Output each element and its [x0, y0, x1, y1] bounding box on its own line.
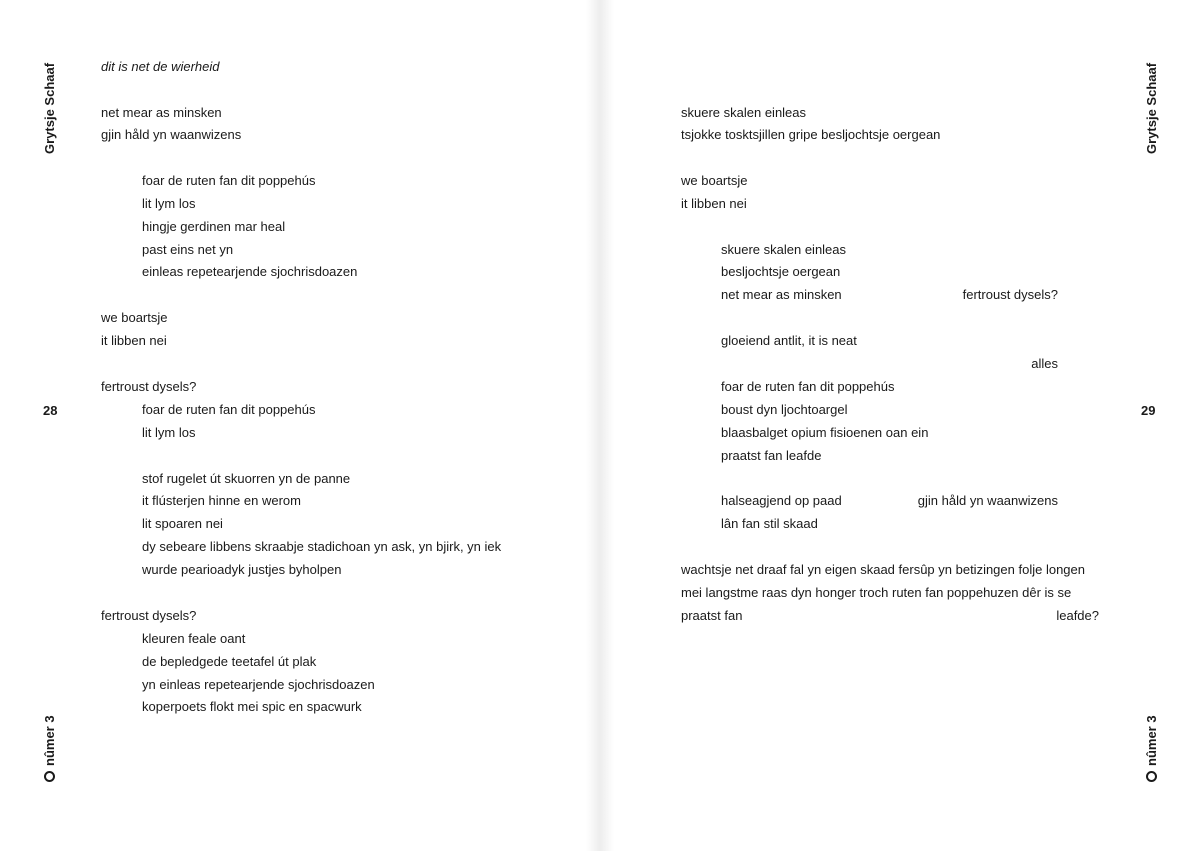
poem-line: halseagjend op paad [721, 493, 842, 508]
poem-line: past eins net yn [142, 242, 234, 257]
poem-epigraph: dit is net de wierheid [101, 59, 220, 74]
poem-line: lit spoaren nei [142, 516, 223, 531]
poem-line: dy sebeare libbens skraabje stadichoan yn ask, yn bjirk, yn iek [142, 539, 502, 554]
poem-line: praatst fan [681, 608, 743, 623]
poem-line: foar de ruten fan dit poppehús [142, 173, 316, 188]
gutter-shadow [586, 0, 600, 851]
poem-line-right: alles [1031, 356, 1058, 371]
poem-line: lân fan stil skaad [721, 516, 818, 531]
poem-line: yn einleas repetearjende sjochrisdoazen [142, 677, 375, 692]
poem-line: we boartsje [101, 310, 168, 325]
poem-line: hingje gerdinen mar heal [142, 219, 286, 234]
author-name: Grytsje Schaaf [42, 62, 57, 154]
circle-icon [44, 771, 55, 782]
poem-line: de bepledgede teetafel út plak [142, 654, 317, 669]
poem-line-right: leafde? [1056, 608, 1099, 623]
page-number: 28 [43, 403, 58, 418]
poem-line: tsjokke tosktsjillen gripe besljochtsje oergean [681, 127, 941, 142]
poem-line: net mear as minsken [101, 105, 222, 120]
issue-label: nûmer 3 [1144, 715, 1159, 766]
poem-line: besljochtsje oergean [721, 264, 841, 279]
poem-line: blaasbalget opium fisioenen oan ein [721, 425, 929, 440]
page-number: 29 [1141, 403, 1156, 418]
poem-line: lit lym los [142, 196, 196, 211]
circle-icon [1146, 771, 1157, 782]
issue-running-foot [42, 715, 57, 782]
poem-line: we boartsje [681, 173, 748, 188]
poem-line-right: fertroust dysels? [962, 287, 1058, 302]
poem-line: koperpoets flokt mei spic en spacwurk [142, 699, 362, 714]
gutter-shadow [600, 0, 614, 851]
poem-line: skuere skalen einleas [681, 105, 807, 120]
poem-line: lit lym los [142, 425, 196, 440]
poem-line: fertroust dysels? [101, 379, 197, 394]
author-name: Grytsje Schaaf [1144, 62, 1159, 154]
issue-label: nûmer 3 [42, 715, 57, 766]
poem-line: boust dyn ljochtoargel [721, 402, 848, 417]
poem-line: it flústerjen hinne en werom [142, 493, 301, 508]
poem-line: mei langstme raas dyn honger troch ruten fan poppehuzen dêr is se [681, 585, 1072, 600]
poem-line: einleas repetearjende sjochrisdoazen [142, 264, 358, 279]
issue-running-foot [1144, 715, 1159, 782]
poem-line: gloeiend antlit, it is neat [721, 333, 857, 348]
poem-line: it libben nei [101, 333, 167, 348]
poem-line: praatst fan leafde [721, 448, 822, 463]
poem-line: net mear as minsken [721, 287, 842, 302]
author-running-head [42, 63, 57, 154]
poem-line: wurde pearioadyk justjes byholpen [142, 562, 342, 577]
right-page [600, 0, 1200, 851]
poem-line: fertroust dysels? [101, 608, 197, 623]
poem-line: stof rugelet út skuorren yn de panne [142, 471, 351, 486]
poem-line: gjin håld yn waanwizens [101, 127, 242, 142]
poem-line: foar de ruten fan dit poppehús [142, 402, 316, 417]
poem-line: kleuren feale oant [142, 631, 246, 646]
poem-line-right: gjin håld yn waanwizens [917, 493, 1058, 508]
author-running-head [1144, 63, 1159, 154]
poem-line: skuere skalen einleas [721, 242, 847, 257]
poem-line: it libben nei [681, 196, 747, 211]
poem-line: foar de ruten fan dit poppehús [721, 379, 895, 394]
poem-line: wachtsje net draaf fal yn eigen skaad fersûp yn betizingen folje longen [681, 562, 1085, 577]
